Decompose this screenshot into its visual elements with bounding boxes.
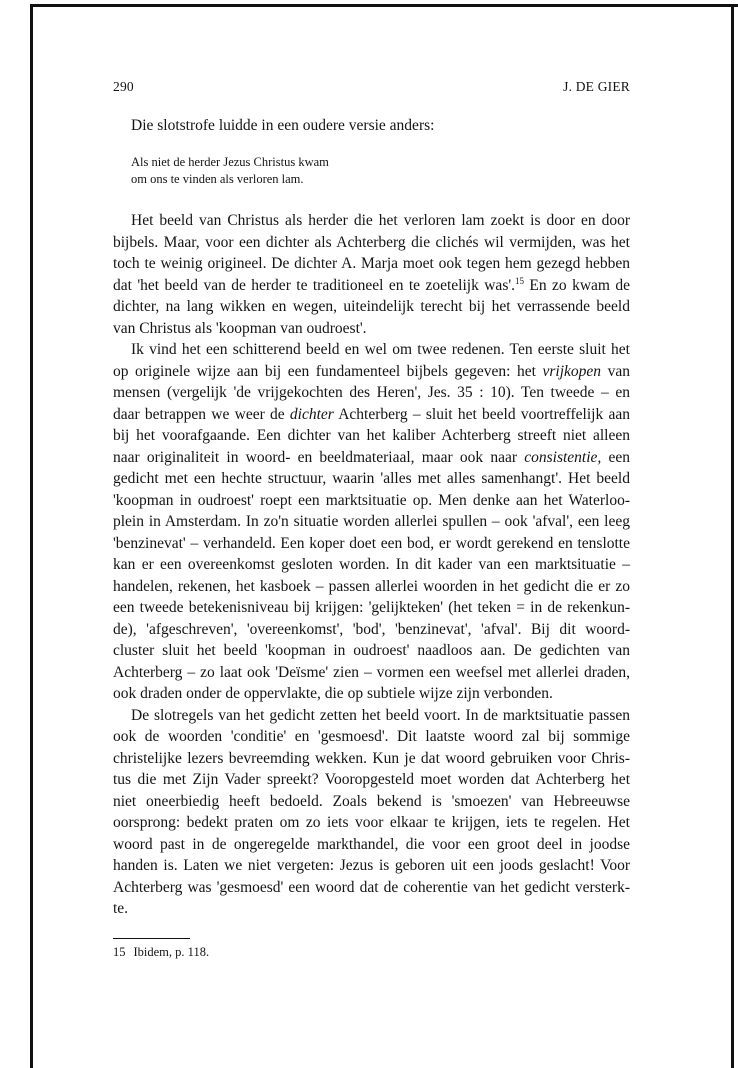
- paragraph2-line: de), 'afgeschreven', 'overeenkomst', 'bod', 'benzinevat', 'afval'. Bij dit woord-: [113, 620, 630, 638]
- verse-line: om ons te vinden als verloren lam.: [131, 172, 304, 186]
- running-author: J. DE GIER: [563, 79, 630, 94]
- intro-sentence: Die slotstrofe luidde in een oudere versie anders:: [131, 117, 435, 134]
- emphasis-dichter: dichter: [289, 405, 334, 423]
- paragraph2-line: een tweede betekenisniveau bij krijgen: 'gelijkteken' (het teken = in de rekenkun-: [113, 599, 630, 616]
- paragraph2-line: 'koopman in oudroest' roept een marktsituatie op. Men denke aan het Waterloo-: [113, 491, 630, 509]
- scan-edge-right: [731, 4, 734, 1068]
- paragraph2-line: ook draden onder de oppervlakte, die op subtiele wijze zijn verbonden.: [113, 685, 553, 702]
- paragraph2-line: bij het voorafgaande. Een dichter van het kaliber Achterberg streeft niet alleen: [113, 427, 630, 444]
- footnote-divider: [113, 938, 190, 939]
- paragraph2-line: [113, 361, 630, 383]
- paragraph3-line: De slotregels van het gedicht zetten het beeld voort. In de marktsituatie passen: [131, 706, 630, 724]
- paragraph2-line: Achterberg – zo laat ook 'Deïsme' zien – vormen een weefsel met allerlei draden,: [113, 663, 630, 681]
- page-number: 290: [113, 79, 134, 94]
- footnote: [113, 944, 630, 960]
- paragraph3-line: handen is. Laten we niet vergeten: Jezus is geboren uit een joods geslacht! Voor: [113, 857, 630, 874]
- paragraph1-line: toch te weinig origineel. De dichter A. Marja moet ook tegen hem gezegd hebben: [113, 255, 630, 272]
- paragraph3-line: oorsprong: bedekt praten om zo iets voor elkaar te krijgen, iets te regelen. Het: [113, 814, 630, 831]
- running-head: [113, 77, 630, 97]
- paragraph3-line: christelijke lezers bevreemding wekken. Kun je dat woord gebruiken voor Chris-: [113, 749, 630, 767]
- paragraph1-line-tail: En zo kwam de: [524, 276, 630, 294]
- paragraph1-line: dichter, na lang wikken en wegen, uiteindelijk terecht bij het verrassende beeld: [113, 298, 630, 315]
- scan-edge-top: [30, 4, 738, 7]
- footnote-reference: 15: [515, 275, 525, 286]
- paragraph1-line: van Christus als 'koopman van oudroest'.: [113, 319, 367, 337]
- paragraph3-line: Achterberg was 'gesmoesd' een woord dat de coherentie van het gedicht versterk-: [113, 878, 630, 896]
- paragraph2-line: kan er een overeenkomst gesloten worden. In dit kader van een marktsituatie –: [113, 556, 630, 573]
- footnote-number: 15: [113, 944, 126, 959]
- paragraph3-line: ook de woorden 'conditie' en 'gesmoesd'. Dit laatste woord zal bij sommige: [113, 728, 630, 745]
- paragraph2-line: plein in Amsterdam. In zo'n situatie worden allerlei spullen – ook 'afval', een leeg: [113, 513, 630, 530]
- text-run: Achterberg – sluit het beeld voortreffelijk aan: [333, 405, 630, 423]
- paragraph2-line: cluster sluit het beeld 'koopman in oudroest' naadloos aan. De gedichten van: [113, 642, 630, 659]
- paragraph2-line: mensen (vergelijk 'de vrijgekochten des Heren', Jes. 35 : 10). Ten tweede – en: [113, 384, 630, 401]
- paragraph3-line: niet oneerbiedig heeft bedoeld. Zoals bekend is 'smoezen' van Hebreeuwse: [113, 792, 630, 810]
- paragraph3-line: woord past in de ongeregelde markthandel, die voor een groot deel in joodse: [113, 835, 630, 853]
- paragraph1-line: Het beeld van Christus als herder die het verloren lam zoekt is door en door: [131, 212, 630, 229]
- text-run: van: [601, 362, 630, 380]
- paragraph3-line: tus die met Zijn Vader spreekt? Vooropgesteld moet worden dat Achterberg het: [113, 771, 630, 788]
- footnote-text: Ibidem, p. 118.: [133, 944, 210, 959]
- paragraph1-line: [113, 275, 630, 297]
- paragraph3-line: te.: [113, 900, 129, 917]
- paragraph2-line: [113, 404, 630, 426]
- emphasis-vrijkopen: vrijkopen: [542, 362, 602, 380]
- verse-quote: [113, 154, 630, 188]
- emphasis-consistentie: consistentie,: [524, 448, 602, 466]
- text-run: daar betrappen we weer de: [113, 405, 290, 423]
- verse-line: Als niet de herder Jezus Christus kwam: [131, 155, 329, 169]
- paragraph2-line: handelen, rekenen, het kasboek – passen allerlei woorden in het gedicht die er zo: [113, 577, 630, 595]
- paragraph2-line: gedicht met een hechte structuur, waarin 'alles met alles samenhangt'. Het beeld: [113, 470, 630, 487]
- text-run: op originele wijze aan bij een fundamenteel bijbels gegeven: het: [113, 362, 543, 380]
- paragraph2-line: Ik vind het een schitterend beeld en wel om twee redenen. Ten eerste sluit het: [131, 341, 630, 358]
- scan-edge-left: [30, 4, 33, 1068]
- text-run: naar originaliteit in woord- en beeldmateriaal, maar ook naar: [113, 448, 525, 466]
- paragraph2-line: 'benzinevat' – verhandeld. Een koper doet een bod, er wordt gerekend en tenslotte: [113, 534, 630, 552]
- body-text: [113, 210, 630, 920]
- paragraph1-line-text: dat 'het beeld van de herder te traditioneel en te zoetelijk was'.: [113, 276, 516, 294]
- page: [113, 77, 630, 960]
- text-run: een: [601, 448, 631, 466]
- paragraph1-line: bijbels. Maar, voor een dichter als Achterberg die clichés wil vermijden, was het: [113, 233, 630, 251]
- paragraph2-line: [113, 447, 630, 469]
